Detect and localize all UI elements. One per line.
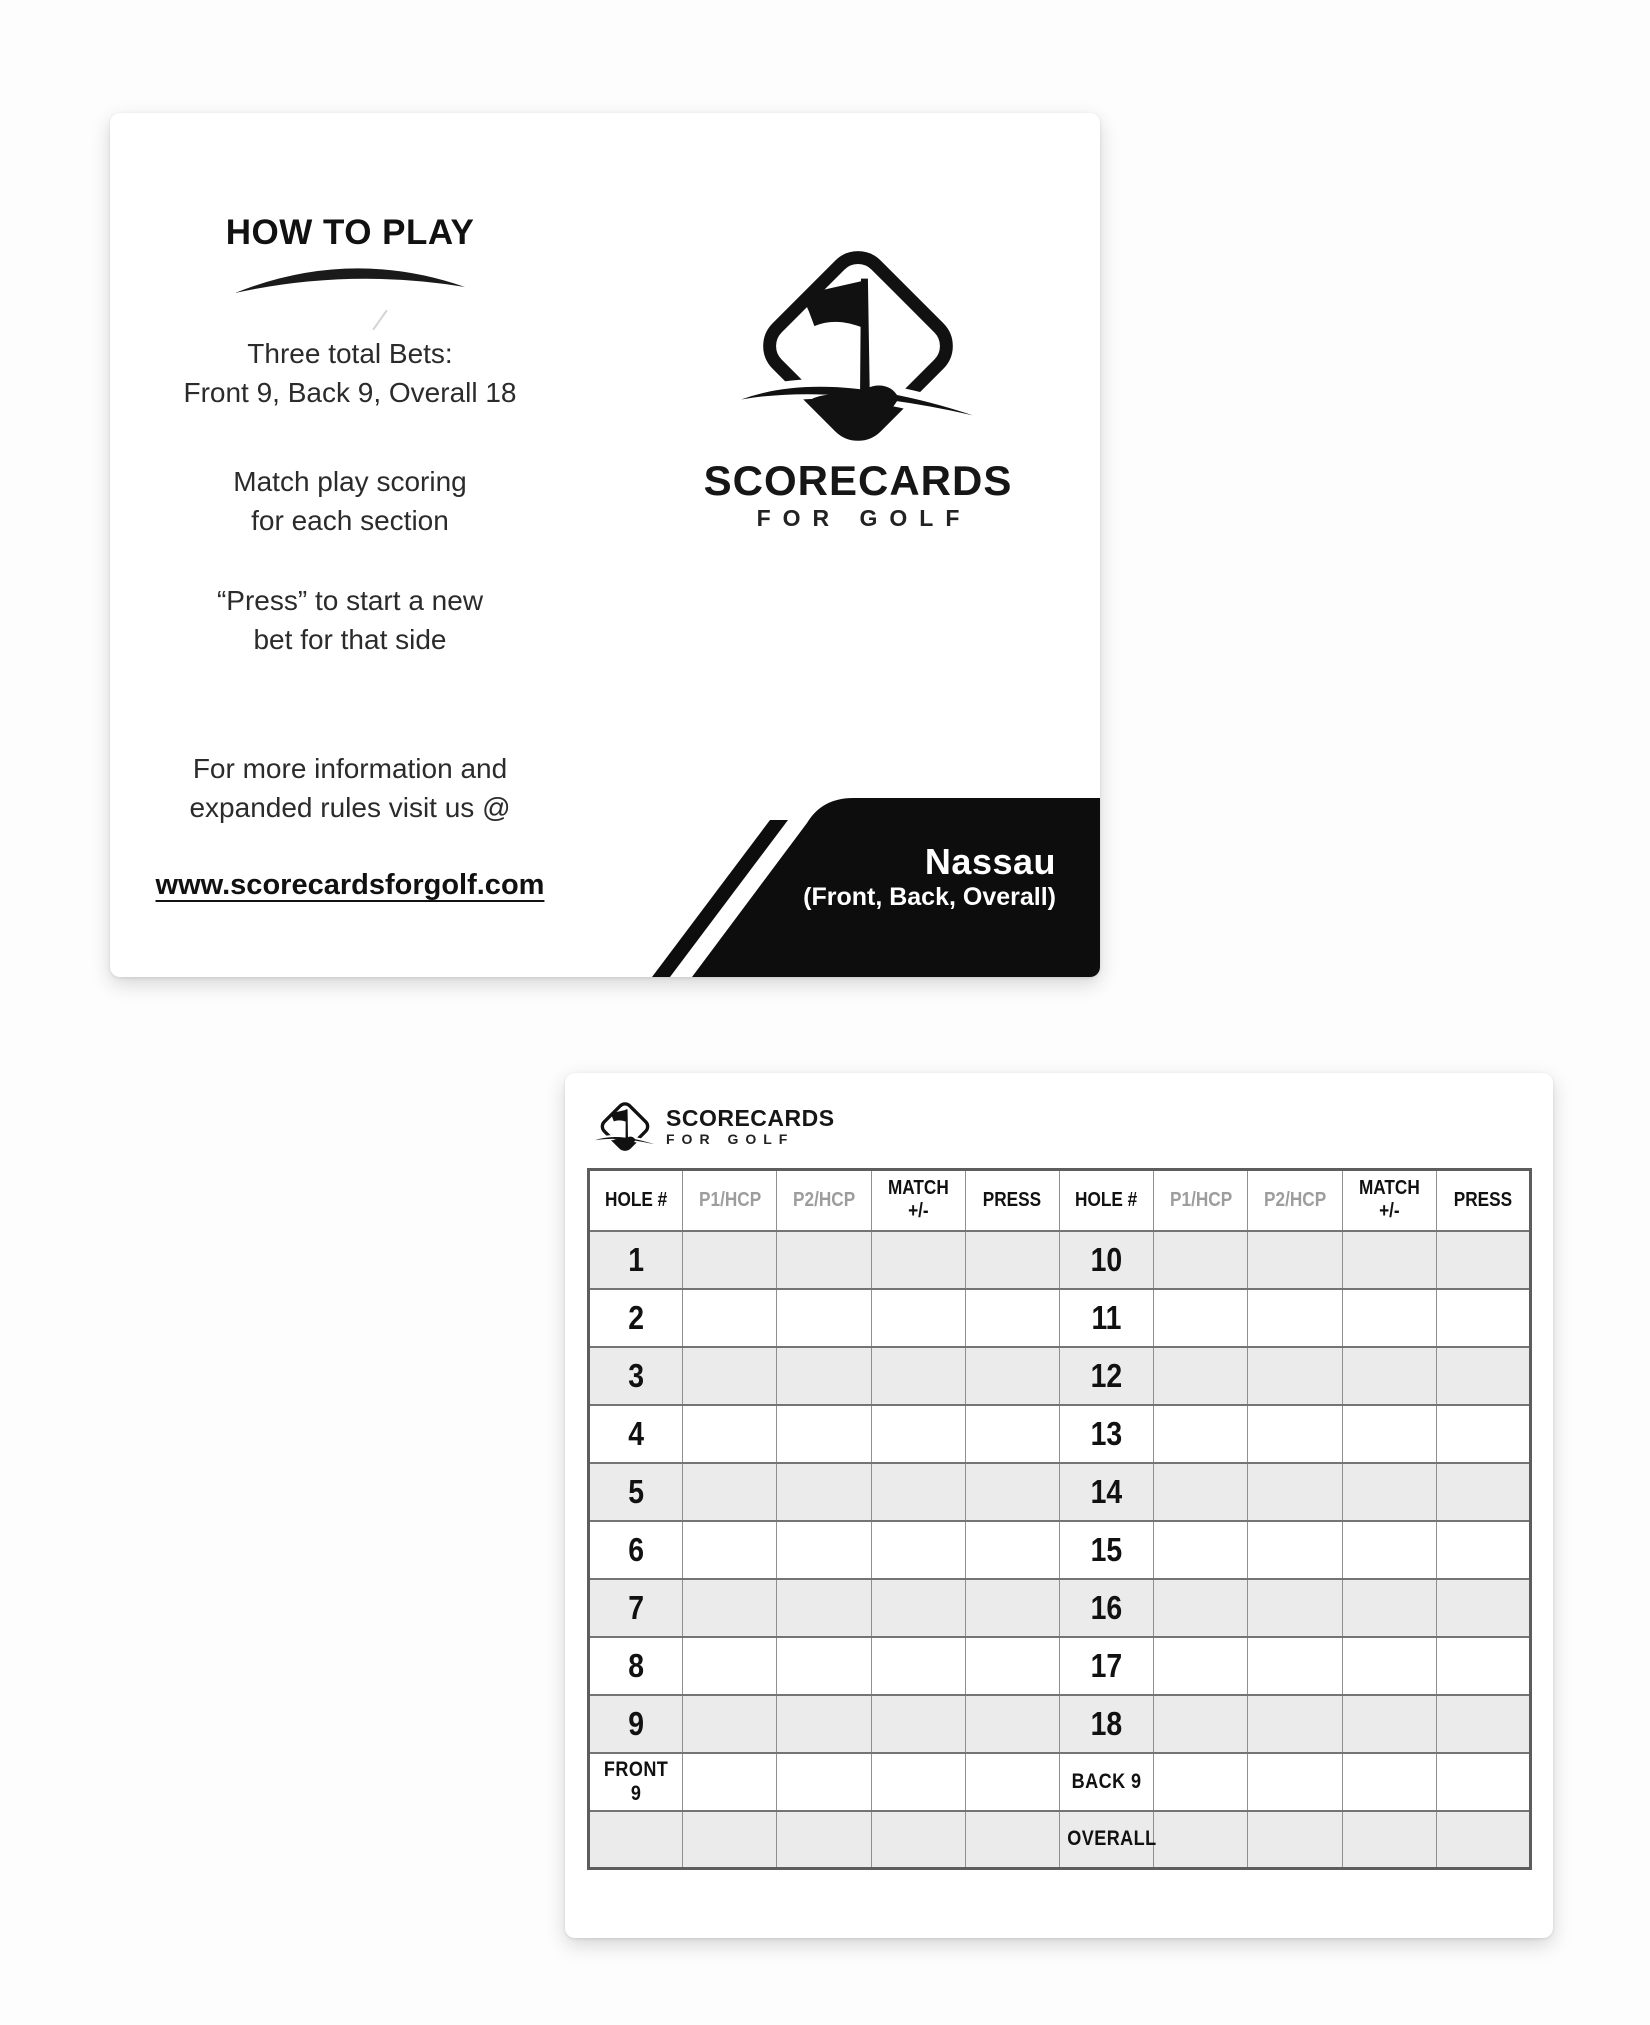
col-header-p2: P2/HCP xyxy=(1248,1170,1342,1231)
col-header-press: PRESS xyxy=(1436,1170,1530,1231)
score-cell xyxy=(777,1521,871,1579)
score-cell xyxy=(1436,1347,1530,1405)
score-cell xyxy=(777,1637,871,1695)
hole-number-cell xyxy=(1059,1405,1153,1463)
score-cell xyxy=(683,1637,777,1695)
score-cell xyxy=(1154,1695,1248,1753)
banner-subtitle: (Front, Back, Overall) xyxy=(803,883,1056,911)
score-cell xyxy=(1436,1695,1530,1753)
bets-paragraph: Three total Bets: Front 9, Back 9, Overall 18 xyxy=(183,338,517,408)
hole-number: 12 xyxy=(1090,1356,1123,1394)
total-label-cell xyxy=(589,1753,683,1811)
brand-wordmark: SCORECARDS xyxy=(703,457,1013,504)
score-cell xyxy=(683,1753,777,1811)
how-to-play-card xyxy=(110,113,1100,977)
score-table xyxy=(587,1168,1532,1870)
hole-number-cell xyxy=(1059,1579,1153,1637)
total-label: FRONT 9 xyxy=(603,1757,669,1805)
score-cell xyxy=(965,1289,1059,1347)
hole-number-cell xyxy=(589,1405,683,1463)
score-cell xyxy=(1342,1579,1436,1637)
hole-number-cell xyxy=(1059,1231,1153,1289)
hole-number-cell xyxy=(1059,1521,1153,1579)
hole-number-cell xyxy=(589,1289,683,1347)
score-cell xyxy=(871,1521,965,1579)
score-cell xyxy=(965,1753,1059,1811)
hole-number-cell xyxy=(589,1695,683,1753)
score-cell xyxy=(1248,1637,1342,1695)
score-cell xyxy=(683,1521,777,1579)
hole-number: 8 xyxy=(628,1646,644,1684)
score-cell xyxy=(1342,1463,1436,1521)
score-table-header-row xyxy=(589,1170,1531,1231)
hole-row xyxy=(589,1579,1531,1637)
score-cell xyxy=(1154,1521,1248,1579)
how-to-play-title: HOW TO PLAY xyxy=(225,213,475,252)
score-cell xyxy=(965,1463,1059,1521)
score-cell xyxy=(1154,1579,1248,1637)
hole-row xyxy=(589,1231,1531,1289)
score-cell xyxy=(965,1579,1059,1637)
hole-number-cell xyxy=(589,1637,683,1695)
score-cell xyxy=(1248,1231,1342,1289)
score-cell xyxy=(777,1579,871,1637)
score-cell xyxy=(965,1347,1059,1405)
brand-wordmark: SCORECARDS xyxy=(666,1104,835,1131)
score-cell xyxy=(871,1405,965,1463)
score-cell xyxy=(1248,1463,1342,1521)
hole-number: 4 xyxy=(628,1414,644,1452)
score-cell xyxy=(871,1463,965,1521)
score-cell xyxy=(1342,1637,1436,1695)
score-cell xyxy=(871,1753,965,1811)
hole-row xyxy=(589,1289,1531,1347)
score-cell xyxy=(1436,1231,1530,1289)
score-cell xyxy=(1154,1347,1248,1405)
score-cell xyxy=(683,1579,777,1637)
score-cell xyxy=(683,1347,777,1405)
col-header-hole: HOLE # xyxy=(589,1170,683,1231)
score-cell xyxy=(1342,1289,1436,1347)
score-cell xyxy=(1248,1289,1342,1347)
total-row xyxy=(589,1811,1531,1869)
hole-number: 14 xyxy=(1090,1472,1123,1510)
hole-number: 13 xyxy=(1090,1414,1123,1452)
score-cell xyxy=(1436,1637,1530,1695)
score-cell xyxy=(1248,1347,1342,1405)
score-cell xyxy=(1154,1637,1248,1695)
golf-flag-diamond-icon xyxy=(593,1099,657,1153)
score-cell xyxy=(683,1289,777,1347)
score-cell xyxy=(683,1463,777,1521)
hole-row xyxy=(589,1695,1531,1753)
hole-row xyxy=(589,1463,1531,1521)
score-cell xyxy=(1154,1463,1248,1521)
hole-number-cell xyxy=(1059,1463,1153,1521)
hole-number: 6 xyxy=(628,1530,644,1568)
score-cell xyxy=(1342,1405,1436,1463)
hole-number: 9 xyxy=(628,1704,644,1742)
score-cell xyxy=(965,1637,1059,1695)
hole-number-cell xyxy=(589,1347,683,1405)
score-cell xyxy=(1248,1405,1342,1463)
col-header-press: PRESS xyxy=(965,1170,1059,1231)
total-row xyxy=(589,1753,1531,1811)
hole-number-cell xyxy=(1059,1347,1153,1405)
score-cell xyxy=(777,1811,871,1869)
score-cell xyxy=(1342,1231,1436,1289)
score-cell xyxy=(1154,1231,1248,1289)
scorecard-card xyxy=(565,1073,1553,1938)
score-table-body xyxy=(589,1231,1531,1869)
score-cell xyxy=(1436,1405,1530,1463)
score-cell xyxy=(777,1695,871,1753)
score-cell xyxy=(777,1463,871,1521)
total-label: BACK 9 xyxy=(1071,1769,1142,1793)
hole-number: 10 xyxy=(1090,1240,1123,1278)
score-cell xyxy=(871,1289,965,1347)
score-cell xyxy=(683,1695,777,1753)
total-label: OVERALL xyxy=(1067,1827,1157,1851)
hole-number-cell xyxy=(589,1231,683,1289)
score-cell xyxy=(965,1811,1059,1869)
score-cell xyxy=(1342,1521,1436,1579)
score-cell xyxy=(965,1231,1059,1289)
total-label-cell xyxy=(1059,1811,1157,1869)
banner-text-block xyxy=(803,842,1056,912)
score-cell xyxy=(1248,1521,1342,1579)
score-cell xyxy=(1436,1579,1530,1637)
hole-number-cell xyxy=(589,1579,683,1637)
score-cell xyxy=(1342,1347,1436,1405)
score-cell xyxy=(1248,1753,1342,1811)
score-cell xyxy=(1436,1521,1530,1579)
score-cell xyxy=(1436,1289,1530,1347)
hole-number-cell xyxy=(589,1463,683,1521)
press-paragraph: “Press” to start a new bet for that side xyxy=(216,585,484,655)
scoring-paragraph: Match play scoring for each section xyxy=(233,466,467,536)
score-cell xyxy=(1154,1289,1248,1347)
score-cell xyxy=(965,1695,1059,1753)
banner-title: Nassau xyxy=(924,841,1056,882)
hole-number-cell xyxy=(1059,1637,1153,1695)
hole-number: 3 xyxy=(628,1356,644,1394)
score-cell xyxy=(683,1405,777,1463)
score-cell xyxy=(777,1289,871,1347)
score-cell xyxy=(871,1347,965,1405)
score-cell xyxy=(683,1811,777,1869)
hole-number: 5 xyxy=(628,1472,644,1510)
score-cell xyxy=(1342,1695,1436,1753)
score-cell xyxy=(871,1637,965,1695)
brand-tagline: FOR GOLF xyxy=(666,1130,795,1147)
hole-number-cell xyxy=(1059,1695,1153,1753)
score-cell xyxy=(1154,1811,1248,1869)
hole-row xyxy=(589,1405,1531,1463)
score-cell xyxy=(777,1753,871,1811)
score-cell xyxy=(1248,1811,1342,1869)
score-cell xyxy=(1248,1579,1342,1637)
score-cell xyxy=(965,1405,1059,1463)
hole-row xyxy=(589,1347,1531,1405)
score-cell xyxy=(871,1579,965,1637)
hole-number: 11 xyxy=(1091,1298,1122,1336)
hole-row xyxy=(589,1637,1531,1695)
website-link[interactable]: www.scorecardsforgolf.com xyxy=(155,869,545,901)
brand-tagline: FOR GOLF xyxy=(756,505,972,531)
hole-number: 18 xyxy=(1090,1704,1123,1742)
hole-row xyxy=(589,1521,1531,1579)
col-header-p1: P1/HCP xyxy=(683,1170,777,1231)
score-cell xyxy=(1436,1753,1530,1811)
scorecards-logo-small xyxy=(593,1099,835,1153)
score-cell xyxy=(777,1347,871,1405)
score-cell xyxy=(1154,1753,1248,1811)
score-cell xyxy=(589,1811,683,1869)
hole-number: 17 xyxy=(1090,1646,1123,1684)
hole-number-cell xyxy=(589,1521,683,1579)
hole-number: 1 xyxy=(628,1240,644,1278)
score-cell xyxy=(1436,1463,1530,1521)
score-cell xyxy=(1342,1811,1436,1869)
score-cell xyxy=(965,1521,1059,1579)
score-cell xyxy=(777,1405,871,1463)
col-header-p1: P1/HCP xyxy=(1154,1170,1248,1231)
score-cell xyxy=(1342,1753,1436,1811)
hole-number: 15 xyxy=(1090,1530,1123,1568)
hole-number: 7 xyxy=(628,1588,644,1626)
score-cell xyxy=(1248,1695,1342,1753)
more-info-text: For more information and expanded rules visit us @ xyxy=(189,753,511,823)
col-header-match: MATCH +/- xyxy=(1342,1170,1436,1231)
score-cell xyxy=(1154,1405,1248,1463)
score-cell xyxy=(871,1811,965,1869)
hole-number: 2 xyxy=(628,1298,644,1336)
score-cell xyxy=(777,1231,871,1289)
score-cell xyxy=(871,1695,965,1753)
hole-number-cell xyxy=(1059,1289,1153,1347)
total-label-cell xyxy=(1059,1753,1153,1811)
score-cell xyxy=(871,1231,965,1289)
col-header-match: MATCH +/- xyxy=(871,1170,965,1231)
hole-number: 16 xyxy=(1090,1588,1123,1626)
col-header-hole: HOLE # xyxy=(1059,1170,1153,1231)
col-header-p2: P2/HCP xyxy=(777,1170,871,1231)
score-cell xyxy=(683,1231,777,1289)
score-cell xyxy=(1436,1811,1530,1869)
